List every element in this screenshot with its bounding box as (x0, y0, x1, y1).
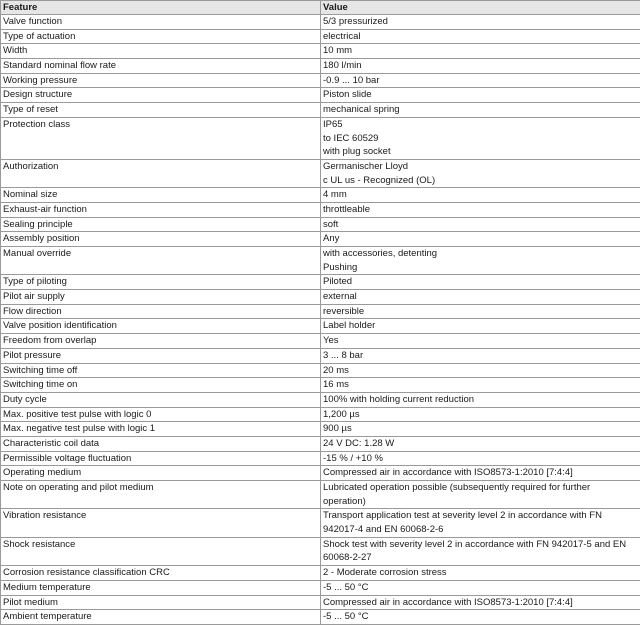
table-body (1, 15, 640, 625)
value-line: 942017-4 and EN 60068-2-6 (323, 523, 638, 537)
table-row (1, 407, 640, 422)
table-row (1, 59, 640, 74)
feature-cell: Switching time on (1, 378, 321, 393)
feature-cell: Vibration resistance (1, 509, 321, 537)
value-cell (321, 73, 640, 88)
value-cell (321, 378, 640, 393)
table-row (1, 509, 640, 537)
feature-cell: Max. positive test pulse with logic 0 (1, 407, 321, 422)
value-line: 1,200 µs (323, 408, 638, 422)
header-feature: Feature (1, 1, 321, 15)
value-cell (321, 232, 640, 247)
table-row (1, 44, 640, 59)
table-row (1, 436, 640, 451)
value-cell (321, 29, 640, 44)
value-line: -15 % / +10 % (323, 452, 638, 466)
value-line: 180 l/min (323, 59, 638, 73)
feature-cell: Protection class (1, 117, 321, 159)
value-line: operation) (323, 495, 638, 509)
feature-cell: Type of reset (1, 103, 321, 118)
value-cell (321, 202, 640, 217)
value-cell (321, 319, 640, 334)
value-line: IP65 (323, 118, 638, 132)
feature-cell: Max. negative test pulse with logic 1 (1, 422, 321, 437)
feature-cell: Pilot medium (1, 595, 321, 610)
table-row (1, 88, 640, 103)
value-line: Compressed air in accordance with ISO8573-1:2010 [7:4:4] (323, 466, 638, 480)
feature-cell: Freedom from overlap (1, 334, 321, 349)
table-row (1, 202, 640, 217)
value-cell (321, 103, 640, 118)
table-row (1, 610, 640, 625)
header-row (1, 1, 640, 15)
table-row (1, 348, 640, 363)
feature-cell: Operating medium (1, 466, 321, 481)
table-row (1, 275, 640, 290)
value-line: Any (323, 232, 638, 246)
feature-cell: Width (1, 44, 321, 59)
table-row (1, 103, 640, 118)
value-line: Shock test with severity level 2 in accordance with FN 942017-5 and EN (323, 538, 638, 552)
table-row (1, 580, 640, 595)
value-cell (321, 88, 640, 103)
value-line: -5 ... 50 °C (323, 610, 638, 624)
value-cell (321, 217, 640, 232)
value-line: 100% with holding current reduction (323, 393, 638, 407)
value-line: 2 - Moderate corrosion stress (323, 566, 638, 580)
value-cell (321, 59, 640, 74)
table-row (1, 319, 640, 334)
value-cell (321, 595, 640, 610)
feature-cell: Ambient temperature (1, 610, 321, 625)
feature-cell: Standard nominal flow rate (1, 59, 321, 74)
table-row (1, 451, 640, 466)
value-cell (321, 275, 640, 290)
value-cell (321, 348, 640, 363)
value-cell (321, 407, 640, 422)
feature-cell: Assembly position (1, 232, 321, 247)
feature-cell: Sealing principle (1, 217, 321, 232)
value-cell (321, 537, 640, 565)
value-cell (321, 363, 640, 378)
table-row (1, 73, 640, 88)
value-line: soft (323, 218, 638, 232)
table-row (1, 217, 640, 232)
feature-cell: Note on operating and pilot medium (1, 481, 321, 509)
value-line: 5/3 pressurized (323, 15, 638, 29)
value-line: Lubricated operation possible (subsequently required for further (323, 481, 638, 495)
table-row (1, 304, 640, 319)
value-line: throttleable (323, 203, 638, 217)
feature-cell: Pilot air supply (1, 290, 321, 305)
table-row (1, 363, 640, 378)
feature-cell: Switching time off (1, 363, 321, 378)
value-line: -5 ... 50 °C (323, 581, 638, 595)
feature-cell: Valve function (1, 15, 321, 30)
value-line: c UL us - Recognized (OL) (323, 174, 638, 188)
value-cell (321, 566, 640, 581)
value-cell (321, 466, 640, 481)
feature-cell: Shock resistance (1, 537, 321, 565)
value-line: 20 ms (323, 364, 638, 378)
value-cell (321, 304, 640, 319)
value-line: 900 µs (323, 422, 638, 436)
value-line: 60068-2-27 (323, 551, 638, 565)
value-cell (321, 15, 640, 30)
value-cell (321, 580, 640, 595)
value-line: with accessories, detenting (323, 247, 638, 261)
value-cell (321, 422, 640, 437)
table-row (1, 566, 640, 581)
feature-cell: Pilot pressure (1, 348, 321, 363)
value-cell (321, 247, 640, 275)
value-line: -0.9 ... 10 bar (323, 74, 638, 88)
feature-cell: Characteristic coil data (1, 436, 321, 451)
value-line: Yes (323, 334, 638, 348)
table-row (1, 15, 640, 30)
value-line: Germanischer Lloyd (323, 160, 638, 174)
value-line: Compressed air in accordance with ISO8573-1:2010 [7:4:4] (323, 596, 638, 610)
table-row (1, 232, 640, 247)
table-row (1, 290, 640, 305)
header-value: Value (321, 1, 640, 15)
table-row (1, 481, 640, 509)
feature-cell: Flow direction (1, 304, 321, 319)
value-cell (321, 290, 640, 305)
feature-cell: Medium temperature (1, 580, 321, 595)
value-line: Transport application test at severity level 2 in accordance with FN (323, 509, 638, 523)
table-row (1, 422, 640, 437)
value-cell (321, 159, 640, 187)
value-line: 16 ms (323, 378, 638, 392)
value-cell (321, 188, 640, 203)
value-cell (321, 481, 640, 509)
table-row (1, 188, 640, 203)
value-cell (321, 117, 640, 159)
feature-cell: Permissible voltage fluctuation (1, 451, 321, 466)
feature-cell: Working pressure (1, 73, 321, 88)
value-line: Pushing (323, 261, 638, 275)
feature-cell: Exhaust-air function (1, 202, 321, 217)
value-line: Piston slide (323, 88, 638, 102)
value-line: external (323, 290, 638, 304)
table-row (1, 392, 640, 407)
table-row (1, 595, 640, 610)
table-row (1, 117, 640, 159)
value-line: Piloted (323, 275, 638, 289)
table-row (1, 537, 640, 565)
table-row (1, 334, 640, 349)
feature-cell: Design structure (1, 88, 321, 103)
feature-cell: Manual override (1, 247, 321, 275)
value-cell (321, 436, 640, 451)
table-row (1, 159, 640, 187)
value-line: 24 V DC: 1.28 W (323, 437, 638, 451)
value-line: 10 mm (323, 44, 638, 58)
value-line: to IEC 60529 (323, 132, 638, 146)
value-cell (321, 392, 640, 407)
table-row (1, 247, 640, 275)
value-line: mechanical spring (323, 103, 638, 117)
value-line: reversible (323, 305, 638, 319)
value-cell (321, 451, 640, 466)
value-line: electrical (323, 30, 638, 44)
value-cell (321, 334, 640, 349)
value-cell (321, 610, 640, 625)
value-cell (321, 509, 640, 537)
value-line: with plug socket (323, 145, 638, 159)
table-row (1, 29, 640, 44)
feature-cell: Type of actuation (1, 29, 321, 44)
value-line: 4 mm (323, 188, 638, 202)
value-line: Label holder (323, 319, 638, 333)
feature-cell: Corrosion resistance classification CRC (1, 566, 321, 581)
value-line: 3 ... 8 bar (323, 349, 638, 363)
feature-cell: Type of piloting (1, 275, 321, 290)
value-cell (321, 44, 640, 59)
table-row (1, 378, 640, 393)
table-row (1, 466, 640, 481)
feature-cell: Authorization (1, 159, 321, 187)
feature-cell: Nominal size (1, 188, 321, 203)
feature-cell: Duty cycle (1, 392, 321, 407)
feature-cell: Valve position identification (1, 319, 321, 334)
